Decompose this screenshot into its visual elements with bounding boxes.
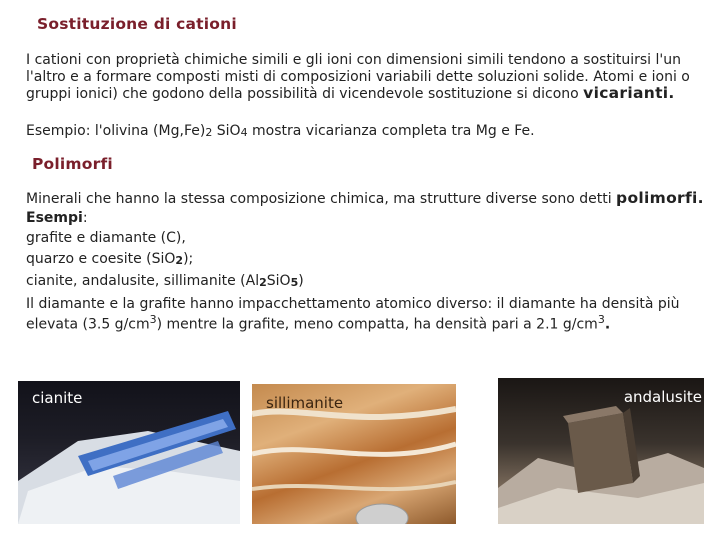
example-text: quarzo e coesite (SiO — [26, 250, 176, 267]
subscript: 2 — [205, 126, 213, 139]
example-text: mostra vicarianza completa tra Mg e Fe. — [247, 123, 535, 139]
subscript: 4 — [240, 126, 248, 139]
example-text: cianite, andalusite, sillimanite (Al — [26, 273, 260, 289]
example-text: ) — [298, 273, 304, 289]
term-vicarianti: vicarianti. — [583, 84, 675, 102]
polymorphs-block — [26, 190, 706, 333]
photo-caption-andalusite: andalusite — [623, 388, 702, 406]
section-title-polymorphs: Polimorfi — [32, 155, 113, 173]
section-title-substitution: Sostituzione di cationi — [37, 15, 237, 33]
density-text: ) mentre la grafite, meno compatta, ha densità pari a 2.1 g/cm — [156, 316, 598, 333]
subscript: 5 — [290, 276, 299, 289]
density-note — [26, 296, 706, 334]
substitution-text: I cationi con proprietà chimiche simili e gli ioni con dimensioni simili tendono a sostituirsi l'un l'altro e a formare composti misti di composizioni variabili dette soluzioni solide. Atomi e ioni o gruppi ionici) che godono della possibilità di vicendevole sostituzione si dicono — [26, 52, 690, 102]
photo-caption-cianite: cianite — [32, 389, 83, 407]
example-text: SiO — [212, 123, 241, 139]
density-text: . — [604, 316, 611, 333]
term-polimorfi: polimorfi. — [616, 189, 704, 207]
example-line: grafite e diamante (C), — [26, 230, 186, 246]
sillimanite-photo — [252, 384, 456, 524]
substitution-paragraph — [26, 52, 706, 103]
examples-label: Esempi — [26, 209, 83, 226]
andalusite-photo — [498, 378, 704, 524]
subscript: 2 — [175, 253, 184, 267]
photo-caption-sillimanite: sillimanite — [266, 394, 344, 412]
olivine-example — [26, 123, 706, 142]
superscript: 3 — [149, 313, 157, 326]
cianite-photo — [18, 381, 240, 524]
example-text: ); — [183, 250, 194, 267]
subscript: 2 — [259, 276, 267, 289]
example-line — [26, 273, 706, 292]
superscript: 3 — [597, 313, 605, 326]
example-text: Esempio: l'olivina (Mg,Fe) — [26, 123, 206, 139]
examples-colon: : — [82, 209, 88, 226]
intro-text: Minerali che hanno la stessa composizione chimica, ma strutture diverse sono detti — [26, 191, 617, 207]
density-text: Il diamante e la grafite hanno impacchettamento atomico diverso: il diamante ha densità più elevata (3.5 g/cm — [26, 295, 680, 333]
polymorphs-intro — [26, 190, 706, 208]
example-text: SiO — [266, 273, 291, 289]
example-line — [26, 251, 706, 270]
examples-heading — [26, 210, 706, 227]
